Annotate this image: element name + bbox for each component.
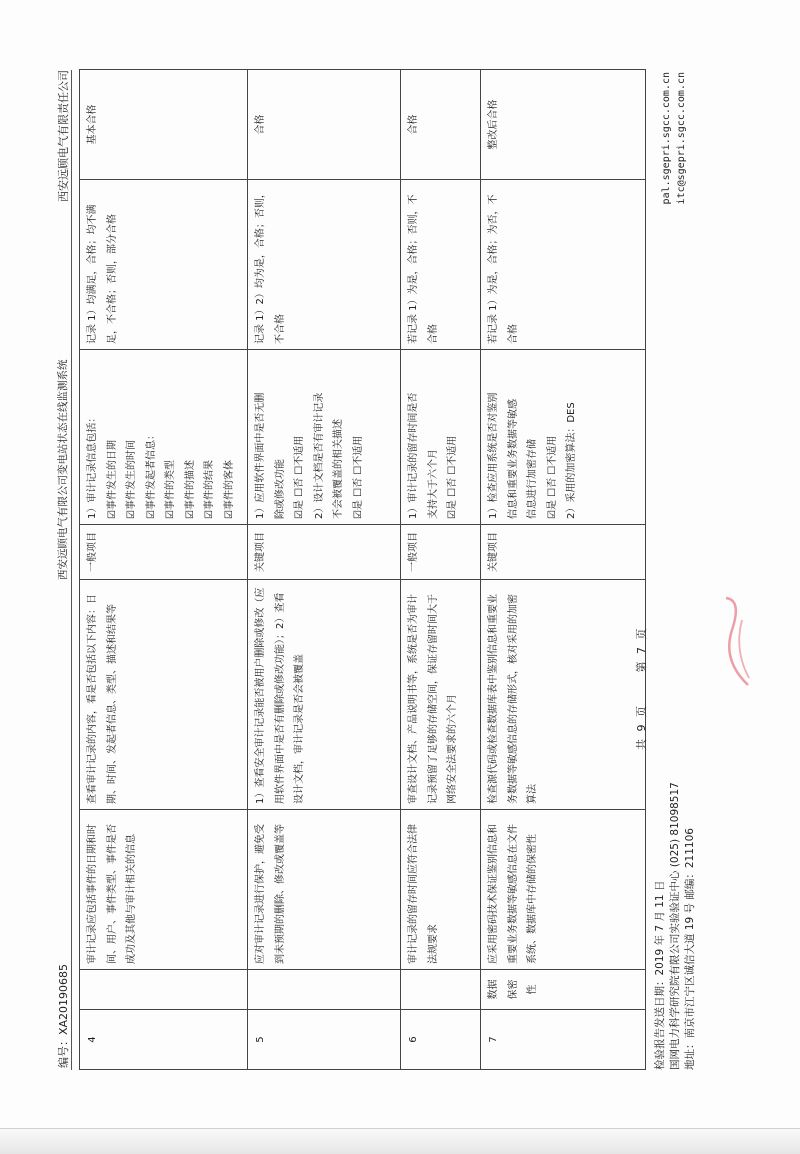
row-requirement: 应对审计记录进行保护，避免受到未预期的删除、修改或覆盖等 (248, 810, 401, 970)
row-requirement: 审计记录应包括事件的日期和时间、用户、事件类型、事件是否成功及其他与审计相关的信息 (80, 810, 248, 970)
row-judgment: 若记录 1）为是，合格；否则，不合格 (401, 180, 481, 350)
page-current: 第 7 页 (635, 626, 648, 673)
footer-info (653, 782, 698, 1070)
expected-line: ☑事件的结果 (204, 460, 215, 519)
expected-line: 2）设计文档是否有审计记录 (313, 392, 325, 519)
row-method: 1）查看安全审计记录能否被用户删除或修改（应用软件界面中是否有删除或修改功能）；2）查看设计文档，审计记录是否会被覆盖 (248, 580, 401, 810)
send-date: 检验报告发送日期：2019 年 7 月 11 日 (654, 880, 666, 1070)
row-expected (80, 350, 248, 525)
expected-line: ☑事件的描述 (184, 460, 196, 519)
expected-line: ☑事件发生的日期 (106, 440, 118, 519)
expected-line: 信息和重要业务数据等敏感 (507, 399, 519, 519)
row-judgment: 记录 1）2）均为是，合格；否则，不合格 (248, 180, 401, 350)
expected-line: ☑事件发生的时间 (126, 440, 137, 519)
report-number: 编号：XA20190685 (57, 963, 70, 1068)
expected-line: 1）审计记录的留存时间是否 (408, 392, 419, 519)
row-method: 审查设计文档、产品说明书等，系统是否为审计记录预留了足够的存储空间，保证存留时间大于网络安全法要求的六个月 (401, 580, 481, 810)
expected-line: ☑事件发起者信息： (145, 430, 157, 519)
expected-line: ☑事件的类型 (165, 460, 176, 519)
row-level: 关键项目 (248, 525, 401, 580)
row-method: 检查源代码或检查数据库表中鉴别信息和重要业务数据等敏感信息的存储形式，核对采用的加密算法 (481, 580, 646, 810)
row-expected (481, 350, 646, 525)
seal-stamp-fragment (720, 595, 750, 690)
expected-line: 1）应用软件界面中是否无删 (255, 392, 266, 519)
page-total: 共 9 页 (635, 704, 648, 750)
row-result: 基本合格 (80, 70, 248, 180)
expected-line: 除或修改功能 (274, 459, 286, 519)
test-table (79, 69, 646, 1070)
row-level: 一般项目 (401, 525, 481, 580)
page-numbering (633, 601, 649, 751)
row-method: 查看审计记录的内容，看是否包括以下内容：日期、时间、发起者信息、类型、描述和结果等 (80, 580, 248, 810)
row-category (80, 970, 248, 1010)
row-category (401, 970, 481, 1010)
expected-line: ☑是 ☐否 ☐不适用 (546, 435, 558, 519)
row-level: 关键项目 (481, 525, 646, 580)
expected-line: 2）采用的加密算法：DES (566, 402, 577, 519)
table-row (481, 70, 646, 1070)
row-expected (248, 350, 401, 525)
row-level: 一般项目 (80, 525, 248, 580)
expected-line: ☑事件的客体 (223, 460, 235, 519)
row-number: 7 (481, 1010, 646, 1070)
rotated-sheet (55, 70, 745, 1070)
table-row (248, 70, 401, 1070)
row-number: 4 (80, 1010, 248, 1070)
row-requirement: 应采用密码技术保证鉴别信息和重要业务数据等敏感信息在文件系统、数据库中存储的保密性 (481, 810, 646, 970)
table-row (80, 70, 248, 1070)
row-result: 整改后合格 (481, 70, 646, 180)
row-category (248, 970, 401, 1010)
row-category: 数据保密性 (481, 970, 646, 1010)
expected-line: 1）检查应用系统是否对鉴别 (488, 392, 499, 519)
expected-line: 1）审计记录信息包括： (87, 412, 98, 519)
expected-line: 支持大于六个月 (427, 449, 439, 519)
expected-line: ☑是 ☐否 ☐不适用 (447, 435, 458, 519)
row-number: 5 (248, 1010, 401, 1070)
company-name: 西安远顾电气有限责任公司 (57, 70, 70, 202)
row-requirement: 审计记录的留存时间应符合法律法规要求 (401, 810, 481, 970)
org-line: 国网电力科学研究院有限公司实验验证中心 (025) 81098517 (669, 782, 681, 1070)
header-rule (71, 70, 72, 1070)
email-line: pal.sgepri.sgcc.com.cn (661, 72, 672, 205)
row-result: 合格 (401, 70, 481, 180)
address-line: 地址：南京市江宁区诚信大道 19 号 邮编：211106 (684, 828, 696, 1070)
row-judgment: 记录 1）均满足，合格；均不满足，不合格；否则，部分合格 (80, 180, 248, 350)
scan-bottom-edge (0, 1128, 800, 1154)
expected-line: ☑是 ☐否 ☐不适用 (294, 435, 305, 519)
row-number: 6 (401, 1010, 481, 1070)
row-result: 合格 (248, 70, 401, 180)
row-judgment: 若记录 1）为是，合格；为否，不合格 (481, 180, 646, 350)
contact-emails (659, 72, 689, 204)
expected-line: 信息进行加密存储 (527, 439, 538, 519)
email-line: itc@sgepri.sgcc.com.cn (676, 72, 687, 205)
expected-line: 不会被覆盖的相关描述 (333, 419, 344, 519)
expected-line: ☑是 ☐否 ☐不适用 (352, 435, 364, 519)
table-row (401, 70, 481, 1070)
system-title: 西安远顾电气有限公司变电站状态在线监测系统 (57, 359, 69, 580)
row-expected (401, 350, 481, 525)
